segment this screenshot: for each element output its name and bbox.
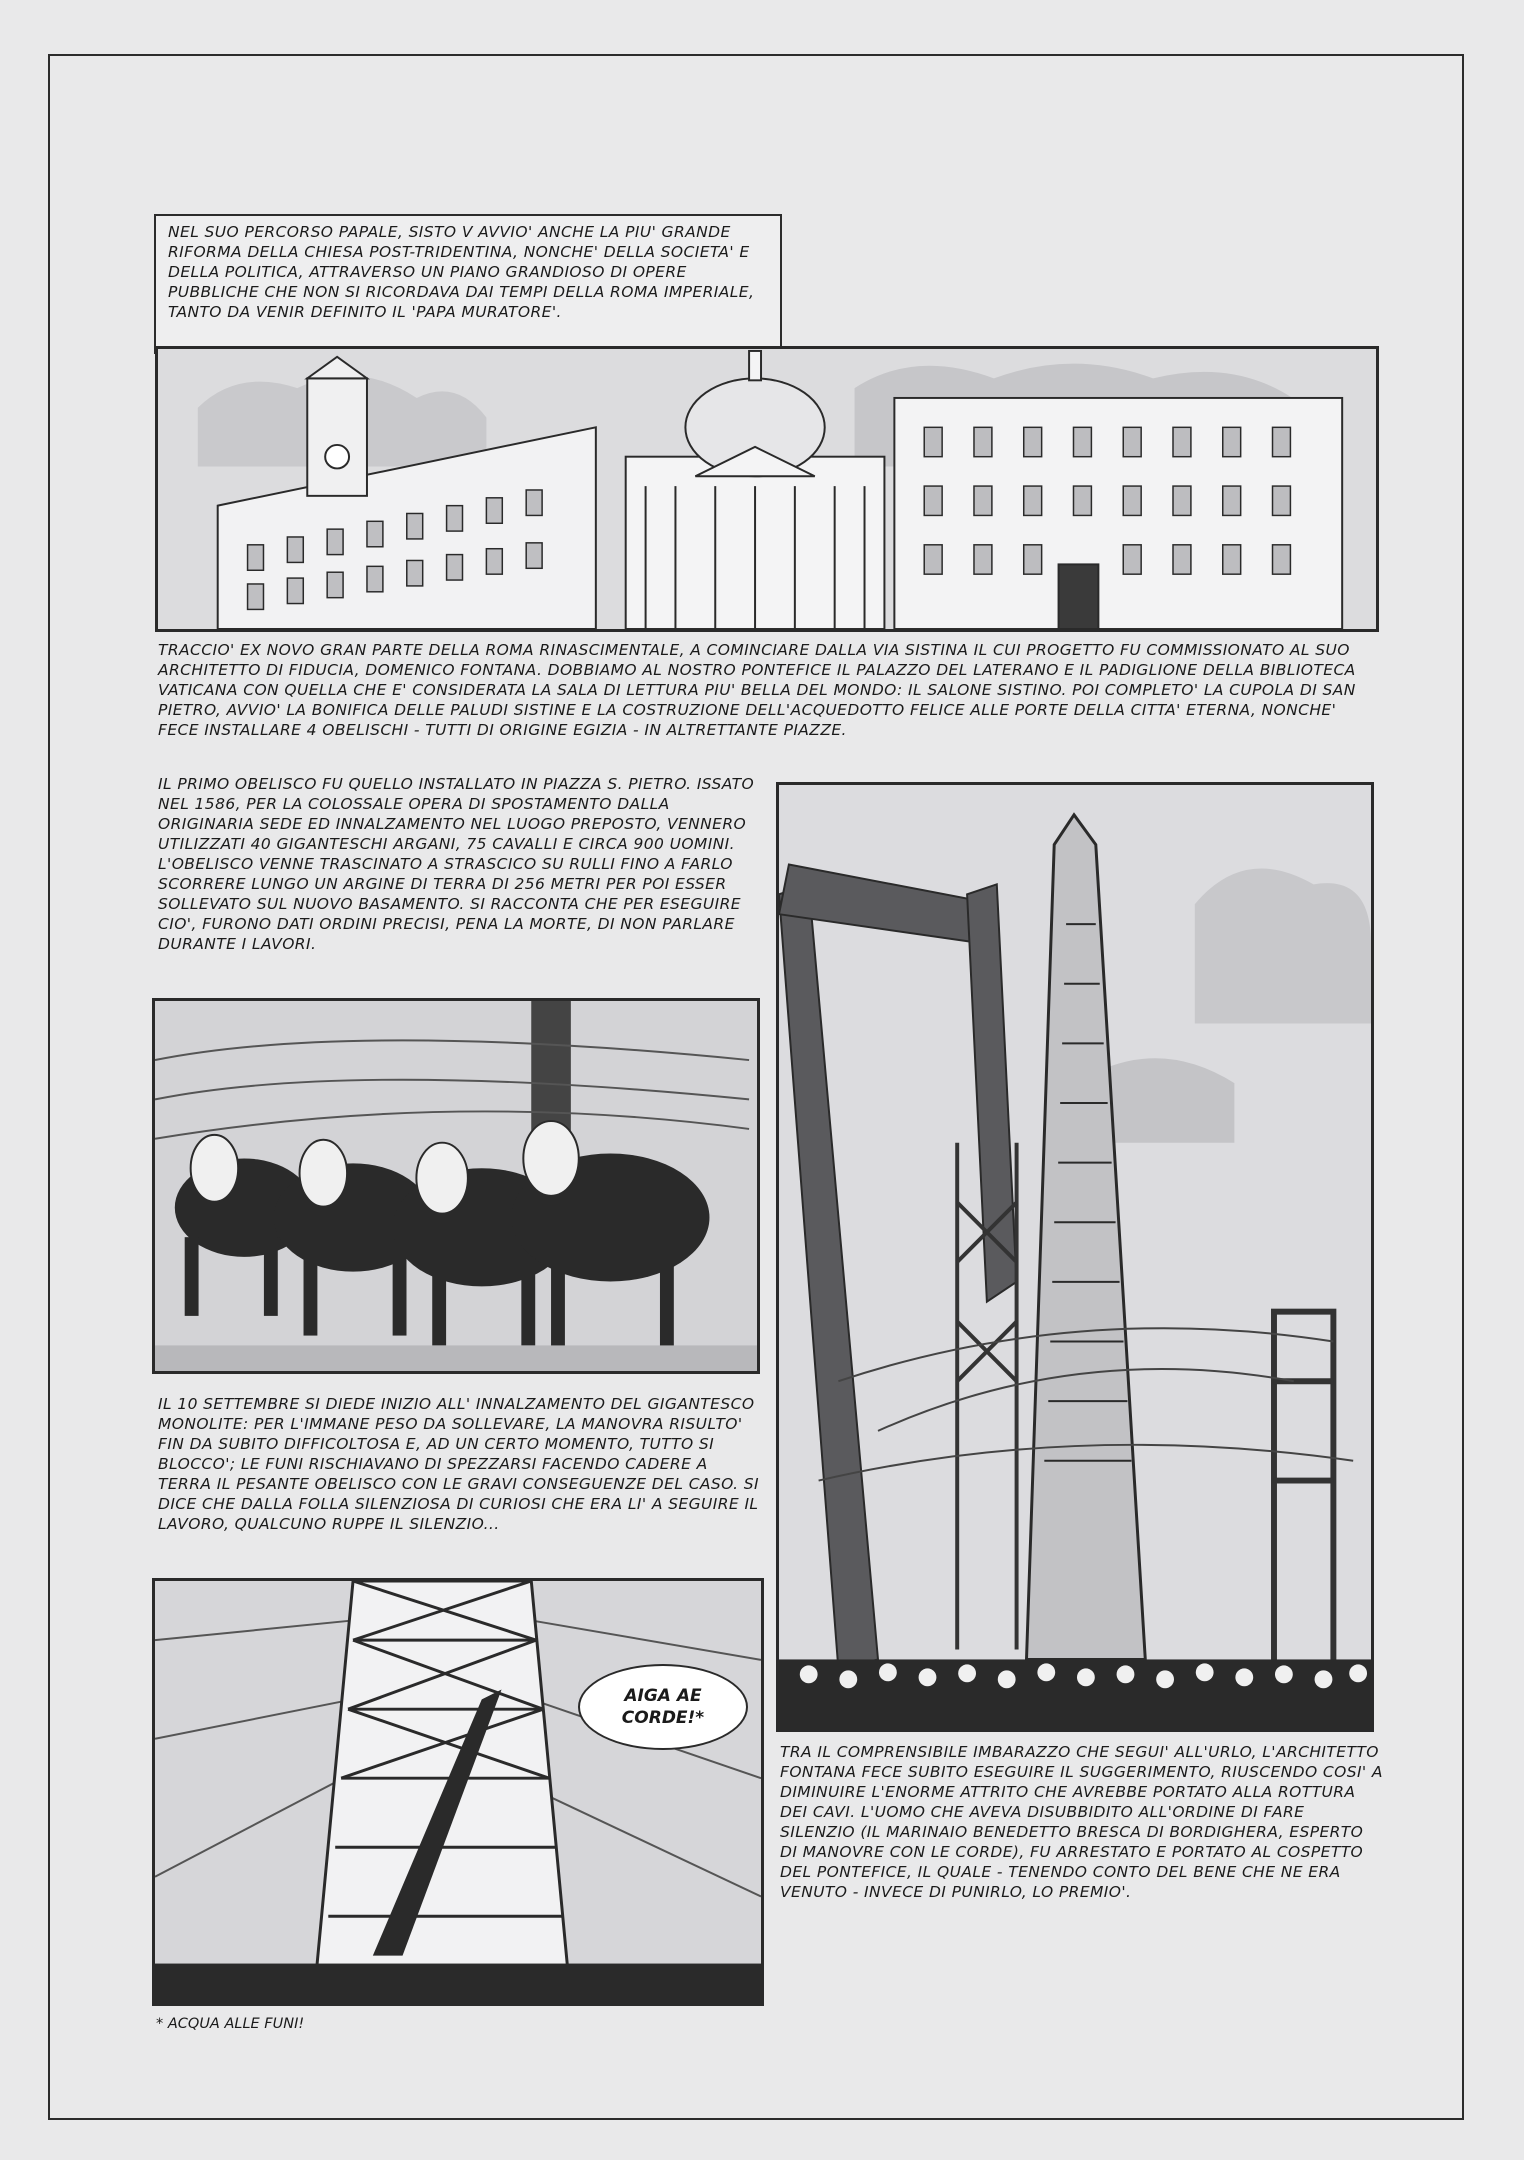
caption-raising: IL 10 SETTEMBRE SI DIEDE INIZIO ALL' INNALZAMENTO DEL GIGANTESCO MONOLITE: PER L'IMMANE PESO DA SOLLEVARE, LA MANOVRA RISULTO' FIN DA SUBITO DIFFICOLTOSA E, AD UN CERTO MOMENTO, TUTTO SI BLOCCO'; LE FUNI RISCHIAVANO DI SPEZZARSI FACENDO CADERE A TERRA IL PESANTE OBELISCO CON LE GRAVI CONSEGUENZE DEL CASO. SI DICE CHE DALLA FOLLA SILENZIOSA DI CURIOSI CHE ERA LI' A SEGUIRE IL LAVORO, QUALCUNO RUPPE IL SILENZIO...	[158, 1395, 759, 1533]
footnote: * ACQUA ALLE FUNI!	[156, 2016, 305, 2032]
panel-horses	[152, 998, 760, 1374]
caption-works: TRACCIO' EX NOVO GRAN PARTE DELLA ROMA RINASCIMENTALE, A COMINCIARE DALLA VIA SISTINA IL CUI PROGETTO FU COMMISSIONATO AL SUO ARCHITETTO DI FIDUCIA, DOMENICO FONTANA. DOBBIAMO AL NOSTRO PONTEFICE IL PALAZZO DEL LATERANO E IL PADIGLIONE DELLA BIBLIOTECA VATICANA CON QUELLA CHE E' CONSIDERATA LA SALA DI LETTURA PIU' BELLA DEL MONDO: IL SALONE SISTINO. POI COMPLETO' LA CUPOLA DI SAN PIETRO, AVVIO' LA BONIFICA DELLE PALUDI SISTINE E LA COSTRUZIONE DELL'ACQUEDOTTO FELICE ALLE PORTE DELLA CITTA' ETERNA, NONCHE' FECE INSTALLARE 4 OBELISCHI - TUTTI DI ORIGINE EGIZIA - IN ALTRETTANTE PIAZZE.	[158, 641, 1356, 739]
caption-obelisk: IL PRIMO OBELISCO FU QUELLO INSTALLATO IN PIAZZA S. PIETRO. ISSATO NEL 1586, PER LA COLOSSALE OPERA DI SPOSTAMENTO DALLA ORIGINARIA SEDE ED INNALZAMENTO NEL LUOGO PREPOSTO, VENNERO UTILIZZATI 40 GIGANTESCHI ARGANI, 75 CAVALLI E CIRCA 900 UOMINI. L'OBELISCO VENNE TRASCINATO A STRASCICO SU RULLI FINO A FARLO SCORRERE LUNGO UN ARGINE DI TERRA DI 256 METRI PER POI ESSER SOLLEVATO SUL NUOVO BASAMENTO. SI RACCONTA CHE PER ESEGUIRE CIO', FURONO DATI ORDINI PRECISI, PENA LA MORTE, DI NON PARLARE DURANTE I LAVORI.	[158, 775, 755, 953]
panel-obelisk	[776, 782, 1374, 1732]
speech-balloon	[578, 1664, 748, 1750]
speech-balloon-text: AIGA AE CORDE!*	[621, 1686, 705, 1728]
caption-intro-text: NEL SUO PERCORSO PAPALE, SISTO V AVVIO' ANCHE LA PIU' GRANDE RIFORMA DELLA CHIESA POST-TRIDENTINA, NONCHE' DELLA SOCIETA' E DELLA POLITICA, ATTRAVERSO UN PIANO GRANDIOSO DI OPERE PUBBLICHE CHE NON SI RICORDAVA DAI TEMPI DELLA ROMA IMPERIALE, TANTO DA VENIR DEFINITO IL 'PAPA MURATORE'.	[168, 223, 755, 321]
caption-ending: TRA IL COMPRENSIBILE IMBARAZZO CHE SEGUI' ALL'URLO, L'ARCHITETTO FONTANA FECE SUBITO ESEGUIRE IL SUGGERIMENTO, RIUSCENDO COSI' A DIMINUIRE L'ENORME ATTRITO CHE AVREBBE PORTATO ALLA ROTTURA DEI CAVI. L'UOMO CHE AVEVA DISUBBIDITO ALL'ORDINE DI FARE SILENZIO (IL MARINAIO BENEDETTO BRESCA DI BORDIGHERA, ESPERTO DI MANOVRE CON LE CORDE), FU ARRESTATO E PORTATO AL COSPETTO DEL PONTEFICE, IL QUALE - TENENDO CONTO DEL BENE CHE NE ERA VENUTO - INVECE DI PUNIRLO, LO PREMIO'.	[780, 1743, 1383, 1901]
panel-scaffold-tower	[152, 1578, 764, 2006]
panel-roman-buildings	[155, 346, 1379, 632]
caption-intro	[154, 214, 782, 354]
